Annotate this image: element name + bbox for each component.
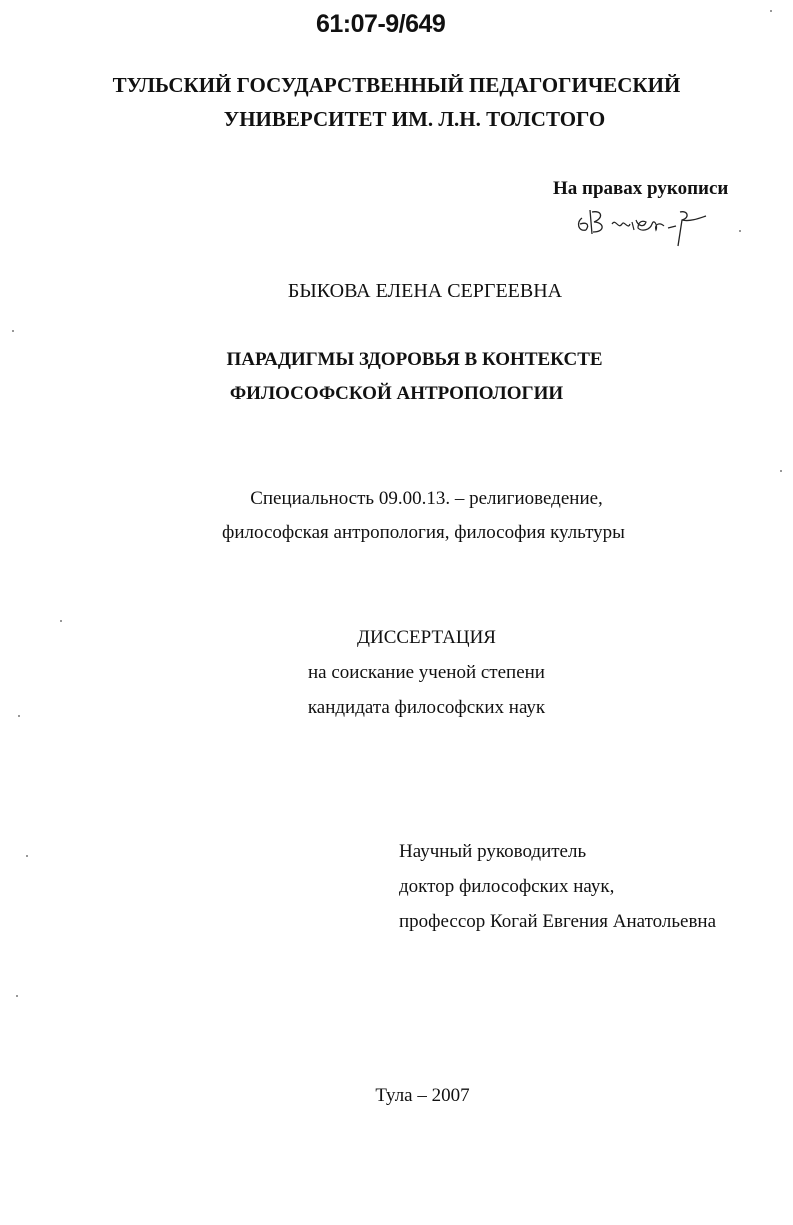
- supervisor-label: Научный руководитель: [399, 841, 587, 862]
- supervisor-degree: доктор философских наук,: [399, 876, 615, 897]
- specialty-line1: Специальность 09.00.13. – религиоведение,: [250, 488, 603, 509]
- author-name: БЫКОВА ЕЛЕНА СЕРГЕЕВНА: [287, 280, 563, 302]
- archive-code: 61:07-9/649: [316, 10, 446, 38]
- dissertation-title-line1: ПАРАДИГМЫ ЗДОРОВЬЯ В КОНТЕКСТЕ: [226, 349, 603, 370]
- specialty-line2: философская антропология, философия культуры: [222, 522, 625, 543]
- scan-speck: [16, 995, 18, 997]
- degree-line1: на соискание ученой степени: [308, 662, 545, 683]
- scan-speck: [780, 470, 782, 472]
- dissertation-title-line2: ФИЛОСОФСКОЙ АНТРОПОЛОГИИ: [229, 383, 564, 404]
- scan-speck: [26, 855, 28, 857]
- city-year: Тула – 2007: [375, 1085, 470, 1106]
- scan-speck: [739, 230, 741, 232]
- scan-speck: [12, 330, 14, 332]
- scan-speck: [18, 715, 20, 717]
- degree-line2: кандидата философских наук: [307, 697, 546, 718]
- dissertation-heading: ДИССЕРТАЦИЯ: [357, 627, 496, 648]
- university-name-line1: ТУЛЬСКИЙ ГОСУДАРСТВЕННЫЙ ПЕДАГОГИЧЕСКИЙ: [112, 73, 681, 97]
- manuscript-rights: На правах рукописи: [553, 178, 729, 199]
- scan-speck: [60, 620, 62, 622]
- university-name-line2: УНИВЕРСИТЕТ ИМ. Л.Н. ТОЛСТОГО: [223, 107, 606, 131]
- scan-speck: [770, 10, 772, 12]
- supervisor-name: профессор Когай Евгения Анатольевна: [399, 911, 717, 932]
- author-signature: [572, 200, 712, 250]
